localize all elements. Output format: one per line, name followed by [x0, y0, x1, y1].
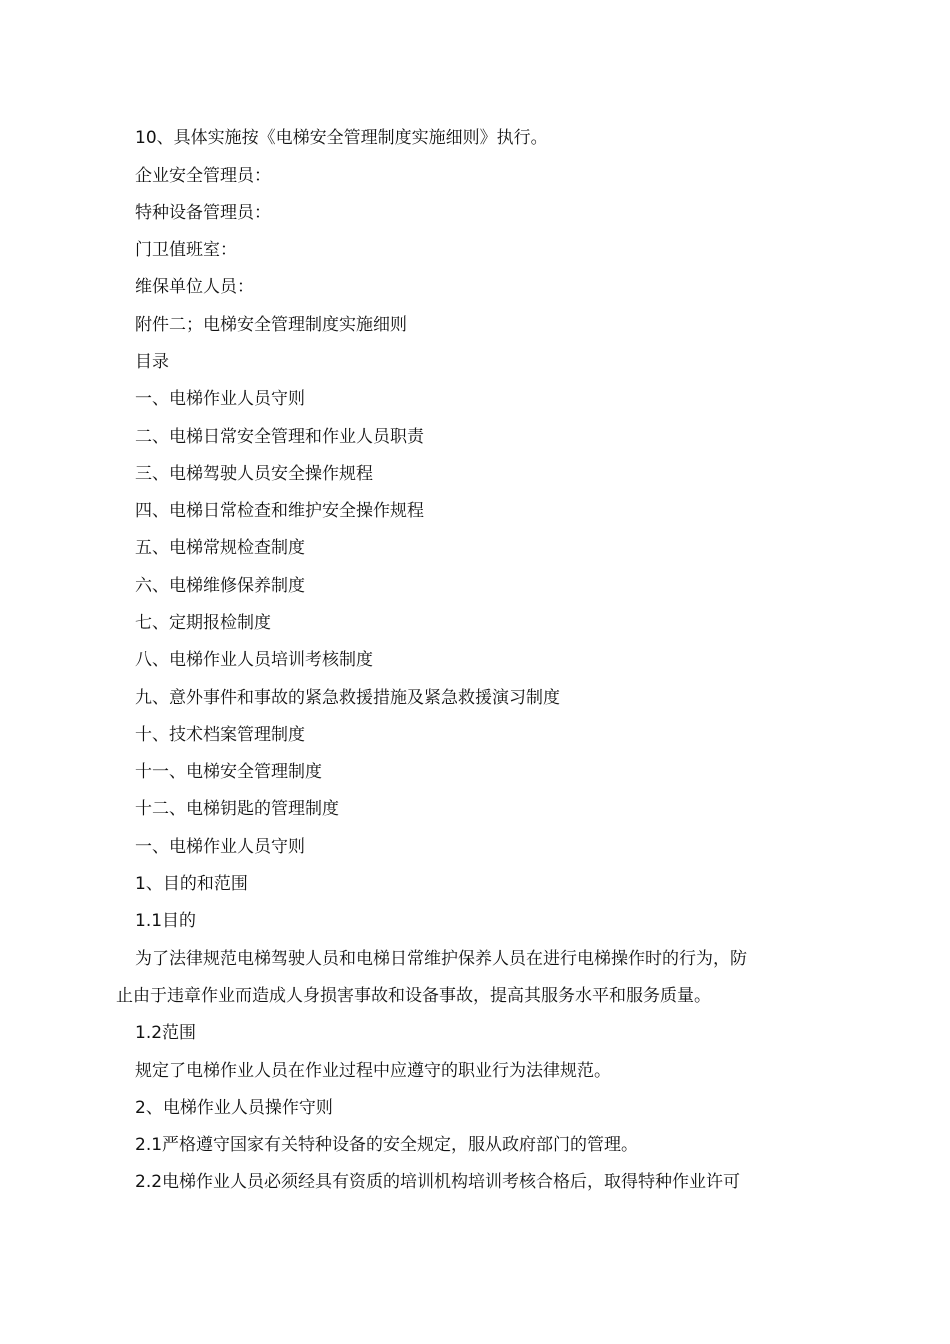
- subsection-heading: 2、电梯作业人员操作守则: [135, 1098, 333, 1118]
- toc-item: 十一、电梯安全管理制度: [135, 762, 322, 782]
- text-line: 维保单位人员：: [135, 277, 254, 297]
- subsection-heading: 1.2范围: [135, 1023, 197, 1043]
- toc-heading: 目录: [135, 352, 169, 372]
- toc-item: 五、电梯常规检查制度: [135, 538, 305, 558]
- paragraph-line: 为了法律规范电梯驾驶人员和电梯日常维护保养人员在进行电梯操作时的行为，防: [135, 949, 747, 969]
- subsection-heading: 1.1目的: [135, 911, 197, 931]
- toc-item: 十、技术档案管理制度: [135, 725, 305, 745]
- toc-item: 八、电梯作业人员培训考核制度: [135, 650, 373, 670]
- text-line: 10、具体实施按《电梯安全管理制度实施细则》执行。: [135, 128, 548, 148]
- text-line: 企业安全管理员：: [135, 166, 271, 186]
- text-line: 门卫值班室：: [135, 240, 237, 260]
- toc-item: 四、电梯日常检查和维护安全操作规程: [135, 501, 424, 521]
- section-heading: 一、电梯作业人员守则: [135, 837, 305, 857]
- toc-item: 一、电梯作业人员守则: [135, 389, 305, 409]
- subsection-heading: 1、目的和范围: [135, 874, 248, 894]
- toc-item: 六、电梯维修保养制度: [135, 576, 305, 596]
- paragraph-line: 止由于违章作业而造成人身损害事故和设备事故，提高其服务水平和服务质量。: [116, 986, 711, 1006]
- toc-item: 七、定期报检制度: [135, 613, 271, 633]
- toc-item: 三、电梯驾驶人员安全操作规程: [135, 464, 373, 484]
- toc-item: 二、电梯日常安全管理和作业人员职责: [135, 427, 424, 447]
- paragraph-line: 2.2电梯作业人员必须经具有资质的培训机构培训考核合格后，取得特种作业许可: [135, 1172, 741, 1192]
- paragraph-line: 2.1严格遵守国家有关特种设备的安全规定，服从政府部门的管理。: [135, 1135, 639, 1155]
- text-line: 特种设备管理员：: [135, 203, 271, 223]
- toc-item: 九、意外事件和事故的紧急救援措施及紧急救援演习制度: [135, 688, 560, 708]
- paragraph-line: 规定了电梯作业人员在作业过程中应遵守的职业行为法律规范。: [135, 1061, 611, 1081]
- toc-item: 十二、电梯钥匙的管理制度: [135, 799, 339, 819]
- text-line: 附件二；电梯安全管理制度实施细则: [135, 315, 407, 335]
